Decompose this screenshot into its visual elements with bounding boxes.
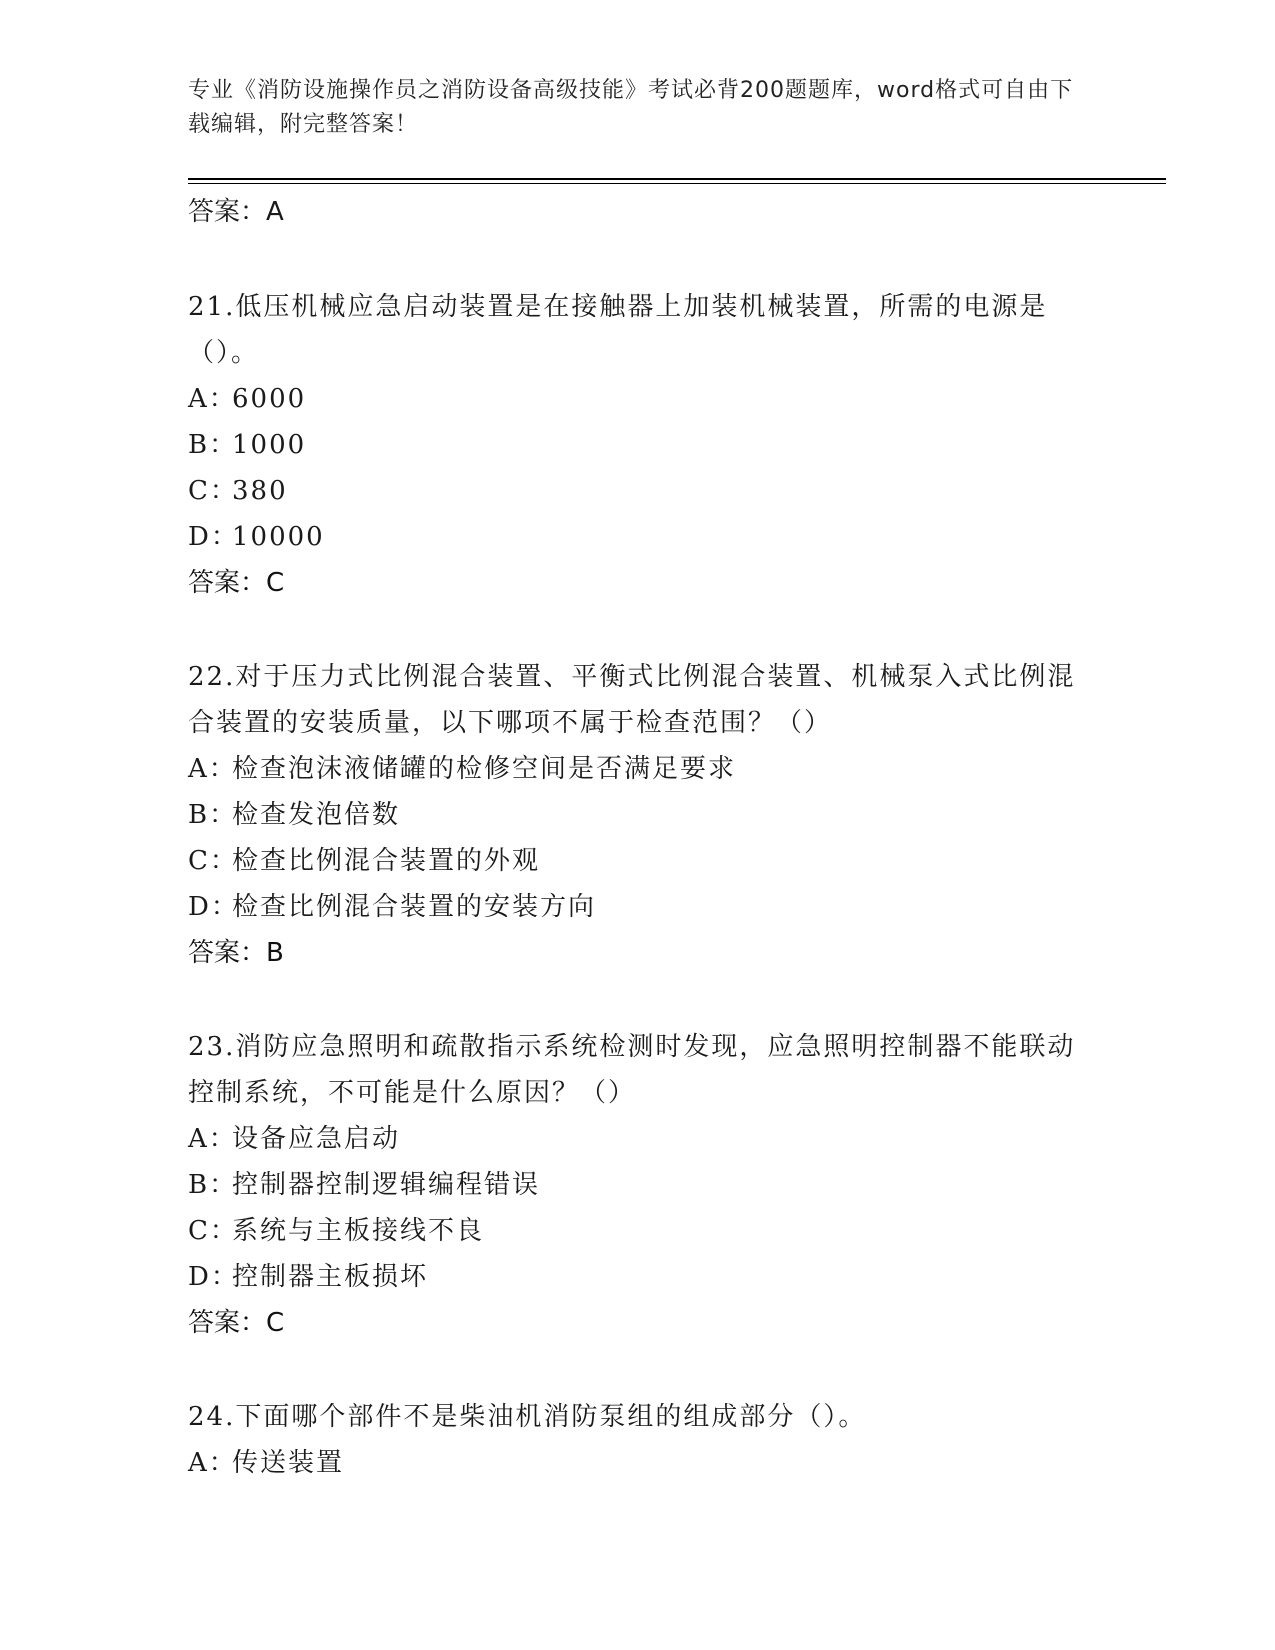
option-a: A：设备应急启动 bbox=[188, 1124, 401, 1154]
option-d: D：控制器主板损坏 bbox=[188, 1262, 429, 1292]
page-header: 专业《消防设施操作员之消防设备高级技能》考试必背200题题库，word格式可自由下载编辑，附完整答案！ bbox=[188, 78, 1074, 137]
option-b: B：检查发泡倍数 bbox=[188, 800, 401, 830]
option-d: D：10000 bbox=[188, 522, 325, 552]
question-stem: 21.低压机械应急启动装置是在接触器上加装机械装置，所需的电源是（）。 bbox=[188, 292, 1048, 368]
option-c: C：检查比例混合装置的外观 bbox=[188, 846, 541, 876]
question-21 bbox=[188, 284, 1088, 606]
question-list bbox=[188, 284, 1088, 1534]
question-24 bbox=[188, 1394, 1088, 1486]
question-23 bbox=[188, 1024, 1088, 1346]
question-stem: 23.消防应急照明和疏散指示系统检测时发现，应急照明控制器不能联动控制系统，不可能是什么原因？（） bbox=[188, 1032, 1076, 1108]
question-stem: 22.对于压力式比例混合装置、平衡式比例混合装置、机械泵入式比例混合装置的安装质量，以下哪项不属于检查范围？（） bbox=[188, 662, 1076, 738]
answer-line: 答案：C bbox=[188, 1308, 285, 1338]
header-rule-thin bbox=[188, 183, 1166, 184]
option-a: A：检查泡沫液储罐的检修空间是否满足要求 bbox=[188, 754, 737, 784]
answer-line: 答案：B bbox=[188, 938, 284, 968]
option-a: A：传送装置 bbox=[188, 1448, 345, 1478]
question-22 bbox=[188, 654, 1088, 976]
answer-line: 答案：C bbox=[188, 568, 285, 598]
option-c: C：系统与主板接线不良 bbox=[188, 1216, 485, 1246]
option-a: A：6000 bbox=[188, 384, 307, 414]
previous-question-answer: 答案：A bbox=[188, 197, 284, 227]
header-rule-thick bbox=[188, 178, 1166, 180]
option-b: B：控制器控制逻辑编程错误 bbox=[188, 1170, 541, 1200]
question-stem: 24.下面哪个部件不是柴油机消防泵组的组成部分（）。 bbox=[188, 1402, 867, 1432]
option-c: C：380 bbox=[188, 476, 288, 506]
option-b: B：1000 bbox=[188, 430, 307, 460]
option-d: D：检查比例混合装置的安装方向 bbox=[188, 892, 597, 922]
